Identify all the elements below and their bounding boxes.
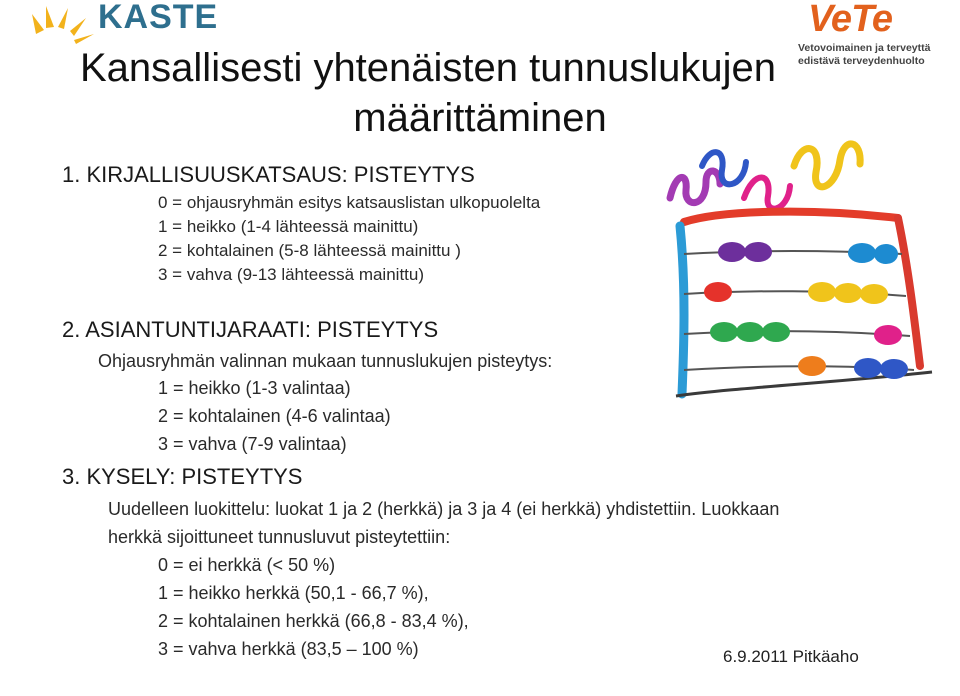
kaste-logo-text: KASTE: [98, 0, 219, 36]
section3-intro-line1: Uudelleen luokittelu: luokat 1 ja 2 (herkkä) ja 3 ja 4 (ei herkkä) yhdistettiin. Luokkaan: [108, 499, 780, 519]
section2-item: 2 = kohtalainen (4-6 valintaa): [158, 406, 391, 426]
section1-item: 2 = kohtalainen (5-8 lähteessä mainittu ): [158, 241, 461, 260]
vete-tagline-line1: Vetovoimainen ja terveyttä: [798, 42, 931, 54]
section3-item: 1 = heikko herkkä (50,1 - 66,7 %),: [158, 583, 429, 603]
section2-heading: 2. ASIANTUNTIJARAATI: PISTEYTYS: [62, 317, 439, 342]
abacus-illustration-icon: [662, 126, 952, 416]
section2-item: 1 = heikko (1-3 valintaa): [158, 378, 351, 398]
vete-logo: VeTe: [808, 0, 893, 40]
section3-heading: 3. KYSELY: PISTEYTYS: [62, 464, 303, 489]
section1-item: 0 = ohjausryhmän esitys katsauslistan ulkopuolelta: [158, 193, 541, 212]
section3-item: 3 = vahva herkkä (83,5 – 100 %): [158, 639, 419, 659]
section3-item: 0 = ei herkkä (< 50 %): [158, 555, 336, 575]
vete-tagline-line2: edistävä terveydenhuolto: [798, 55, 925, 67]
section2-intro: Ohjausryhmän valinnan mukaan tunnuslukujen pisteytys:: [98, 351, 553, 371]
footer-date: 6.9.2011 Pitkäaho: [723, 647, 859, 666]
slide-title-line1: Kansallisesti yhtenäisten tunnuslukujen: [80, 46, 776, 90]
section1-item: 3 = vahva (9-13 lähteessä mainittu): [158, 265, 425, 284]
section1-item: 1 = heikko (1-4 lähteessä mainittu): [158, 217, 419, 236]
section1-heading: 1. KIRJALLISUUSKATSAUS: PISTEYTYS: [62, 162, 475, 187]
section3-intro-line2: herkkä sijoittuneet tunnusluvut pisteytettiin:: [108, 527, 451, 547]
section3-item: 2 = kohtalainen herkkä (66,8 - 83,4 %),: [158, 611, 469, 631]
slide-title-line2: määrittäminen: [353, 96, 607, 140]
section2-item: 3 = vahva (7-9 valintaa): [158, 434, 347, 454]
